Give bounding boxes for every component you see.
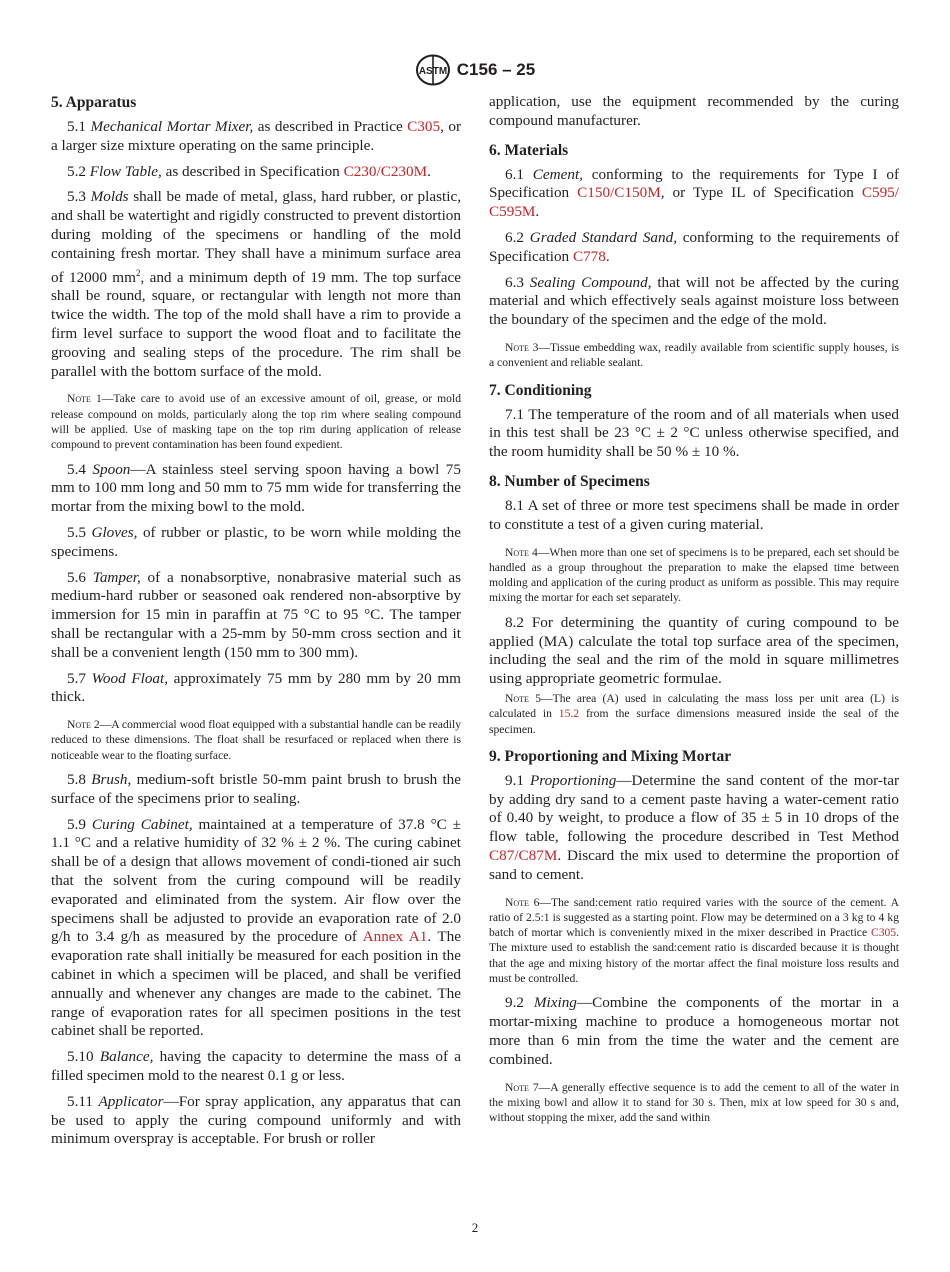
note-1: Note 1—Take care to avoid use of an excessive amount of oil, grease, or mold release compound on molds, particularly along the top rim where sealing compound will be applied. Use of masking tape on the top rim during application of release compound to prevent contamination has been found expedient. — [51, 392, 461, 452]
reference-link[interactable]: C230/C230M — [343, 162, 428, 180]
note-4: Note 4—When more than one set of specimens is to be prepared, each set should be handled as a group throughout the preparation to make the elapsed time between molding and application of the curing product as uniform as possible. This may require mixing the mortar for each set separately. — [489, 545, 899, 605]
reference-link[interactable]: Annex A1 — [362, 928, 428, 946]
paragraph-9-2: 9.2 Mixing—Combine the components of the mortar in a mortar-mixing machine to produce a homogeneous mortar not more than 6 min from the time the water and the cement are combined. — [489, 994, 899, 1068]
section-heading-apparatus: 5. Apparatus — [51, 94, 137, 111]
note-5: Note 5—The area (A) used in calculating the mass loss per unit area (L) is calculated in 15.2 from the surface dimensions measured inside the seal of the specimen. — [489, 691, 899, 736]
paragraph-6-3: 6.3 Sealing Compound, that will not be affected by the curing material and which effectively seals against moisture loss between the boundary of the specimen and the edge of the mold. — [489, 273, 899, 329]
reference-link[interactable]: C778 — [572, 247, 606, 265]
paragraph-5-4: 5.4 Spoon—A stainless steel serving spoon having a bowl 75 mm to 100 mm long and 50 mm to 75 mm wide for transferring the mortar from the mixing bowl to the mold. — [51, 460, 462, 516]
note-7: Note 7—A generally effective sequence is to add the cement to all of the water in the mixing bowl and allow it to stand for 30 s. Then, mix at low speed for 30 s and, without stopping the mixer, add the sand within — [489, 1080, 899, 1125]
paragraph-5-2: 5.2 Flow Table, as described in Specification C230/C230M. — [67, 162, 431, 180]
left-column — [51, 93, 461, 1156]
astm-logo-icon — [415, 54, 451, 86]
paragraph-6-1: 6.1 Cement, conforming to the requirements for Type I of Specification C150/C150M, or Type IL of Specification C595/ C595M. — [489, 165, 899, 221]
paragraph-6-2: 6.2 Graded Standard Sand, conforming to the requirements of Specification C778. — [489, 228, 900, 265]
document-designation: C156 – 25 — [456, 60, 536, 79]
note-6: Note 6—The sand:cement ratio required varies with the source of the cement. A ratio of 2.5:1 is suggested as a starting point. Flow may be determined on a 3 kg to 4 kg batch of mortar which is conveniently mixed in the mixer described in Practice C305. The mixture used to establish the sand:cement ratio is discarded because it is thought that the age and mixing history of the mortar affect the final moisture loss results and must be controlled. — [489, 895, 899, 986]
section-heading-materials: 6. Materials — [489, 141, 569, 159]
page-number: 2 — [471, 1220, 479, 1235]
paragraph-5-9: 5.9 Curing Cabinet, maintained at a temperature of 37.8 °C ± 1.1 °C and a relative humidity of 32 % ± 2 %. The curing cabinet shall be of a design that allows movement of condi-tioned air such that the solvent from the curing compound will be readily evaporated and eliminated from the system. Air flow over the specimens shall be adjusted to provide an evaporation rate of 2.0 g/h to 3.4 g/h as measured by the procedure of Annex A1. The evaporation rate shall initially be measured for each position in the cabinet in which a specimen will be placed, and shall be verified annually and whenever any changes are made to the cabinet. The range of evaporation rates for all specimen positions in the test cabinet shall be reported. — [51, 815, 462, 1040]
reference-link[interactable]: 15.2 — [558, 707, 580, 721]
note-2: Note 2—A commercial wood float equipped with a substantial handle can be readily reduced to these dimensions. The float shall be resurfaced or replaced when there is noticeable wear to the floating surface. — [51, 718, 461, 762]
right-column — [489, 93, 899, 1133]
paragraph-5-7: 5.7 Wood Float, approximately 75 mm by 280 mm by 20 mm thick. — [51, 669, 461, 706]
page-header — [0, 53, 950, 87]
paragraph-9-1: 9.1 Proportioning—Determine the sand content of the mor-tar by adding dry sand to a cement paste having a water-cement ratio of 0.40 by weight, to produce a flow of 35 ± 5 in 10 drops of the flow table, following the procedure described in Test Method C87/C87M. Discard the mix used to determine the proportion of sand to cement. — [489, 771, 899, 883]
paragraph-5-11-continued: application, use the equipment recommended by the curing compound manufacturer. — [489, 93, 899, 129]
section-heading-number-of-specimens: 8. Number of Specimens — [489, 472, 650, 490]
reference-link[interactable]: C150/C150M — [577, 184, 661, 202]
paragraph-5-8: 5.8 Brush, medium-soft bristle 50-mm paint brush to brush the surface of the specimens prior to sealing. — [51, 771, 461, 807]
note-3: Note 3—Tissue embedding wax, readily available from scientific supply houses, is a convenient and reliable sealant. — [489, 340, 899, 370]
paragraph-5-10: 5.10 Balance, having the capacity to determine the mass of a filled specimen mold to the nearest 0.1 g or less. — [51, 1048, 462, 1085]
paragraph-5-3: 5.3 Molds shall be made of metal, glass, hard rubber, or plastic, and shall be watertight and rigidly constructed to prevent distortion during molding of the specimens or handling of the mold containing fresh mortar. They shall have a minimum surface area of 12000 $mm^2$, and a minimum depth of 19 mm. The top surface shall be round, square, or rectangular with length not more than twice the width. The top of the mold shall have a rim to provide a firm level surface to support the wood float and to facilitate the grooving and sealing steps of the procedure. The rim shall be parallel with the bottom surface of the mold. — [51, 188, 461, 380]
reference-link[interactable]: C87/C87M — [489, 847, 558, 864]
paragraph-7-1: 7.1 The temperature of the room and of all materials when used in this test shall be 23 °C ± 2 °C unless otherwise specified, and the room humidity shall be 50 % ± 10 %. — [489, 405, 899, 461]
astm-logo-text: ASTM — [418, 66, 447, 77]
reference-link[interactable]: C305 — [407, 118, 441, 135]
reference-link[interactable]: C595/ C595M — [489, 184, 899, 221]
paragraph-8-2: 8.2 For determining the quantity of curing compound to be applied (MA) calculate the total top surface area of the specimen, including the seal and the rim of the mold in square millimetres using appropriate geometric formulae. — [489, 613, 899, 688]
section-heading-proportioning-and-mixing: 9. Proportioning and Mixing Mortar — [489, 747, 732, 765]
paragraph-8-1: 8.1 A set of three or more test specimens shall be made in order to constitute a test of a given curing material. — [489, 496, 899, 533]
paragraph-5-5: 5.5 Gloves, of rubber or plastic, to be worn while molding the specimens. — [51, 524, 462, 560]
paragraph-5-1: 5.1 Mechanical Mortar Mixer, as described in Practice C305, or a larger size mixture operating on the same principle. — [51, 118, 461, 154]
paragraph-5-11: 5.11 Applicator—For spray application, any apparatus that can be used to apply the curing compound uniformly and with minimum overspray is acceptable. For brush or roller — [51, 1092, 461, 1148]
reference-link[interactable]: C305 — [870, 926, 897, 940]
paragraph-5-6: 5.6 Tamper, of a nonabsorptive, nonabrasive material such as medium-hard rubber or seasoned oak rendered non-absorptive by immersion for 15 min in paraffin at 75 °C to 95 °C. The tamper shall be rectangular with a 25-mm by 50-mm cross section and it shall be a convenient length (150 mm to 300 mm). — [51, 568, 462, 661]
section-heading-conditioning: 7. Conditioning — [489, 381, 592, 399]
